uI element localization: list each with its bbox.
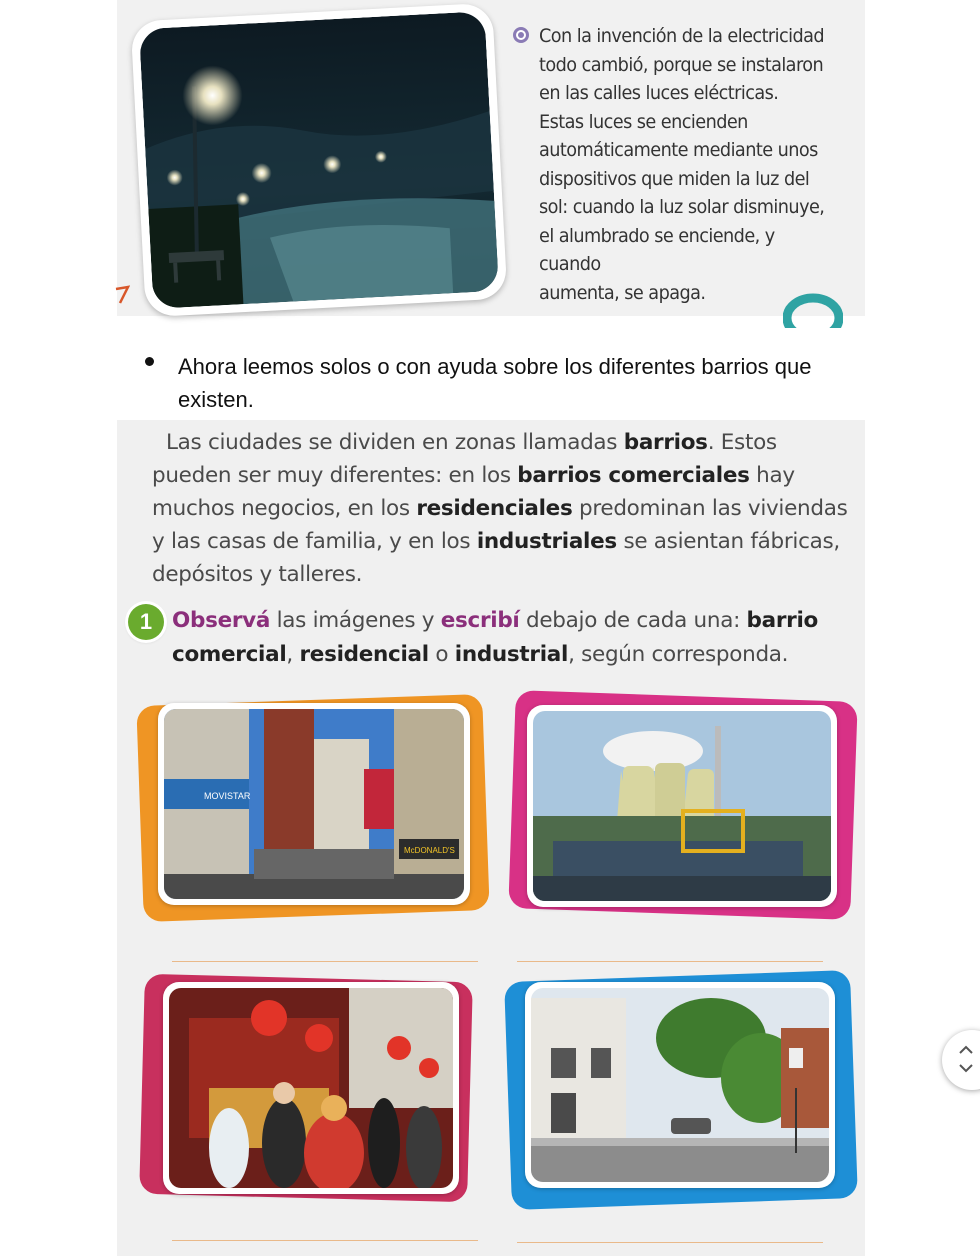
answer-line-4[interactable] [517, 1242, 823, 1243]
paragraph-text: hay muchos negocios, en los [152, 463, 795, 521]
scroll-navigation-widget[interactable] [942, 1030, 980, 1090]
bullet-text: Ahora leemos solos o con ayuda sobre los diferentes barrios que existen. [178, 354, 812, 412]
paragraph-text: Las ciudades se dividen en zonas llamadas [166, 430, 624, 455]
paragraph-text: se asientan fábricas, depósitos y talleres. [152, 529, 840, 587]
industrial-plant-photo [527, 705, 837, 907]
paragraph-line: sol: cuando la luz solar disminuye, [539, 196, 825, 218]
paragraph-line: automáticamente mediante unos [539, 139, 818, 161]
chinatown-street-image [169, 988, 453, 1188]
instruction-text: , según corresponda. [568, 642, 789, 667]
paragraph-line: el alumbrado se enciende, y cuando [539, 224, 775, 275]
activity-instructions [172, 604, 852, 672]
movistar-sign: MOVISTAR [204, 791, 251, 801]
instruction-verb: escribí [440, 608, 520, 633]
answer-line-3[interactable] [172, 1240, 478, 1241]
paragraph-text: . Estos pueden ser muy diferentes: en los [152, 430, 777, 488]
commercial-street-image [164, 709, 464, 899]
paragraph-line: Con la invención de la electricidad [539, 25, 825, 47]
flower-bullet-icon [512, 26, 530, 44]
activity-number-badge: 1 [128, 604, 164, 640]
night-park-image [139, 11, 499, 309]
paragraph-line: todo cambió, porque se instalaron [539, 53, 824, 76]
instruction-text: , [286, 642, 300, 667]
paragraph-line: dispositivos que miden la luz del [539, 167, 810, 190]
chinatown-street-photo [163, 982, 459, 1194]
pen-mark [114, 284, 130, 312]
instruction-verb: Observá [172, 608, 271, 633]
instruction-text: las imágenes y [270, 608, 441, 633]
paragraph-line: aumenta, se apaga. [539, 281, 706, 304]
instruction-text: debajo de cada una: [519, 608, 747, 633]
paragraph-bold: barrios [623, 430, 708, 455]
chevron-down-icon[interactable] [958, 1062, 974, 1074]
answer-line-2[interactable] [517, 961, 823, 962]
paragraph-line: en las calles luces eléctricas. [539, 82, 779, 104]
paragraph-bold: residenciales [416, 496, 573, 521]
instruction-option: industrial [454, 642, 569, 667]
paragraph-line: Estas luces se encienden [539, 110, 748, 133]
teal-ring-decoration [783, 288, 843, 328]
industrial-plant-image [533, 711, 831, 901]
residential-street-image [531, 988, 829, 1182]
paragraph-bold: industriales [476, 529, 617, 554]
bullet-dot [145, 357, 154, 366]
residential-street-photo [525, 982, 835, 1188]
answer-line-1[interactable] [172, 961, 478, 962]
chevron-up-icon[interactable] [958, 1044, 974, 1056]
instruction-text: o [428, 642, 455, 667]
commercial-street-photo [158, 703, 470, 905]
mcdonalds-sign: McDONALD'S [404, 846, 455, 855]
instruction-option: barrio comercial [172, 608, 818, 667]
night-park-photo [131, 3, 508, 318]
barrios-paragraph [152, 426, 852, 591]
instruction-option: residencial [299, 642, 429, 667]
paragraph-bold: barrios comerciales [517, 463, 750, 488]
electricity-paragraph [539, 22, 833, 307]
paragraph-text: predominan las viviendas y las casas de familia, y en los [152, 496, 848, 554]
